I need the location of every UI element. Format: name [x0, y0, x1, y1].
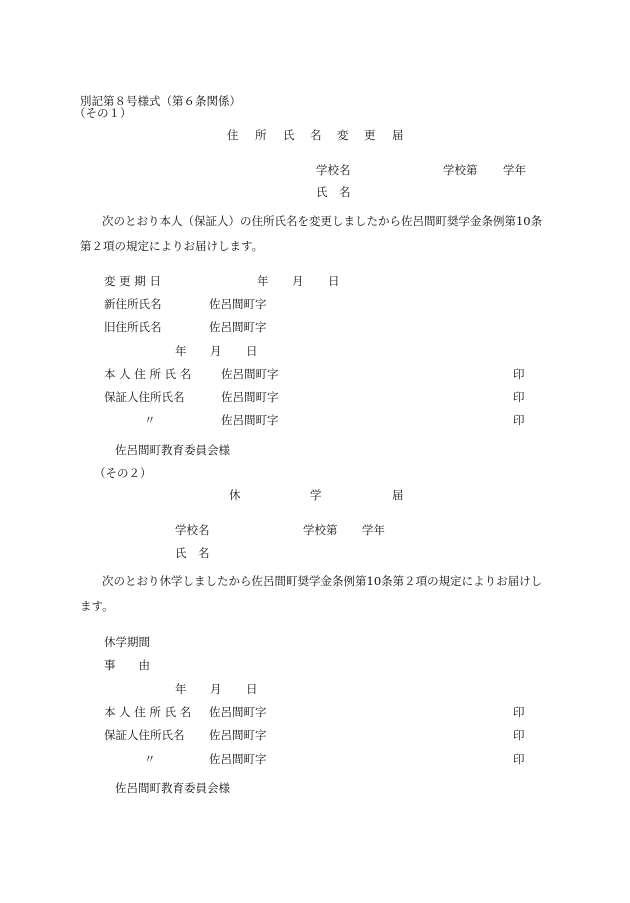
title-char: 所 [255, 128, 267, 142]
seal-mark: 印 [513, 728, 525, 742]
addressee: 佐呂間町教育委員会様 [115, 443, 230, 457]
ditto-mark: 〃 [144, 752, 156, 766]
body-line: ます。 [80, 598, 114, 613]
guarantor-label: 保証人住所氏名 [104, 728, 185, 742]
part2-body [80, 576, 560, 612]
date-year: 年 [175, 344, 187, 358]
title-char: 更 [364, 128, 376, 142]
title-char: 氏 [283, 128, 295, 142]
date-day: 日 [328, 274, 340, 288]
body-line: 次のとおり休学しましたから佐呂間町奨学金条例第10条第２項の規定によりお届けし [102, 574, 543, 588]
form-title: 別記第８号様式（第６条関係） [80, 94, 241, 108]
school-suffix: 学校第 [443, 163, 478, 177]
old-address-label: 旧住所氏名 [104, 320, 162, 334]
guarantor-value: 佐呂間町字 [221, 390, 279, 404]
date-day: 日 [246, 344, 258, 358]
new-address-value: 佐呂間町字 [209, 297, 267, 311]
guarantor-label: 保証人住所氏名 [104, 390, 185, 404]
school-suffix: 学校第 [303, 523, 338, 537]
part1-body [80, 216, 560, 252]
title-char: 届 [392, 488, 404, 502]
old-address-value: 佐呂間町字 [209, 320, 267, 334]
addressee: 佐呂間町教育委員会様 [115, 781, 230, 795]
grade-label: 学年 [362, 523, 385, 537]
title-char: 住 [227, 128, 239, 142]
date-year: 年 [257, 274, 269, 288]
ditto-value: 佐呂間町字 [221, 413, 279, 427]
title-char: 学 [310, 488, 322, 502]
date-year: 年 [175, 682, 187, 696]
grade-label: 学年 [503, 163, 526, 177]
date-month: 月 [292, 274, 304, 288]
principal-label: 本 人 住 所 氏 名 [104, 367, 192, 381]
ditto-mark: 〃 [144, 413, 156, 427]
principal-value: 佐呂間町字 [209, 705, 267, 719]
seal-mark: 印 [513, 413, 525, 427]
school-label: 学校名 [175, 523, 210, 537]
title-char: 変 [337, 128, 349, 142]
reason-label: 事 由 [104, 658, 150, 672]
principal-value: 佐呂間町字 [221, 367, 279, 381]
name-label: 氏 名 [175, 546, 210, 560]
seal-mark: 印 [513, 752, 525, 766]
body-line: 第２項の規定によりお届けします。 [80, 238, 264, 253]
leave-period-label: 休学期間 [104, 635, 150, 649]
date-month: 月 [210, 682, 222, 696]
change-date-label: 変 更 期 日 [104, 274, 161, 288]
date-day: 日 [246, 682, 258, 696]
part1-label: （その１） [74, 106, 132, 120]
new-address-label: 新住所氏名 [104, 297, 162, 311]
title-char: 届 [392, 128, 404, 142]
guarantor-value: 佐呂間町字 [209, 728, 267, 742]
seal-mark: 印 [513, 390, 525, 404]
body-line: 次のとおり本人（保証人）の住所氏名を変更しましたから佐呂間町奨学金条例第10条 [102, 214, 543, 228]
name-label: 氏 名 [316, 185, 351, 199]
date-month: 月 [210, 344, 222, 358]
school-label: 学校名 [316, 163, 351, 177]
ditto-value: 佐呂間町字 [209, 752, 267, 766]
seal-mark: 印 [513, 705, 525, 719]
seal-mark: 印 [513, 367, 525, 381]
principal-label: 本 人 住 所 氏 名 [104, 705, 192, 719]
title-char: 休 [229, 488, 241, 502]
part2-label: （その２） [94, 466, 152, 480]
title-char: 名 [310, 128, 322, 142]
